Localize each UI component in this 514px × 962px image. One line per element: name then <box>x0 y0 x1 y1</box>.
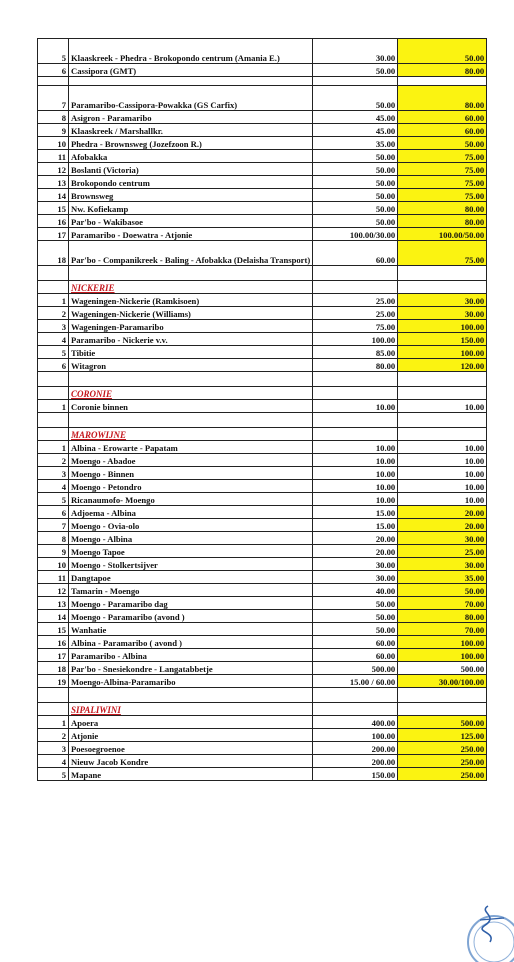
row-number: 6 <box>38 506 69 519</box>
region-row <box>38 387 487 400</box>
table-row <box>38 467 487 480</box>
table-row <box>38 729 487 742</box>
new-fare: 50.00 <box>398 584 487 597</box>
new-fare: 75.00 <box>398 163 487 176</box>
row-number: 18 <box>38 241 69 266</box>
route-name: Par'bo - Wakibasoe <box>69 215 313 228</box>
new-fare: 30.00 <box>398 307 487 320</box>
row-number: 11 <box>38 571 69 584</box>
route-name: Moengo - Binnen <box>69 467 313 480</box>
row-number: 11 <box>38 150 69 163</box>
new-fare: 500.00 <box>398 716 487 729</box>
row-number: 6 <box>38 359 69 372</box>
row-number: 14 <box>38 610 69 623</box>
old-fare: 200.00 <box>313 755 398 768</box>
route-name: Nieuw Jacob Kondre <box>69 755 313 768</box>
new-fare: 75.00 <box>398 189 487 202</box>
new-fare: 50.00 <box>398 39 487 64</box>
new-fare: 10.00 <box>398 441 487 454</box>
new-fare: 80.00 <box>398 202 487 215</box>
empty-cell <box>398 372 487 387</box>
table-row <box>38 623 487 636</box>
new-fare: 80.00 <box>398 610 487 623</box>
new-fare: 120.00 <box>398 359 487 372</box>
new-fare: 10.00 <box>398 467 487 480</box>
old-fare: 40.00 <box>313 584 398 597</box>
empty-cell <box>38 413 69 428</box>
table-row <box>38 584 487 597</box>
route-name: Albina - Paramaribo ( avond ) <box>69 636 313 649</box>
table-row <box>38 307 487 320</box>
route-name: Atjonie <box>69 729 313 742</box>
row-number: 5 <box>38 493 69 506</box>
new-fare: 20.00 <box>398 506 487 519</box>
route-name: Albina - Erowarte - Papatam <box>69 441 313 454</box>
old-fare: 35.00 <box>313 137 398 150</box>
new-fare: 50.00 <box>398 137 487 150</box>
row-number: 16 <box>38 215 69 228</box>
table-row <box>38 755 487 768</box>
route-name: Moengo - Ovia-olo <box>69 519 313 532</box>
table-row <box>38 137 487 150</box>
old-fare: 10.00 <box>313 400 398 413</box>
table-row <box>38 506 487 519</box>
route-name: Brownsweg <box>69 189 313 202</box>
fare-table-body <box>38 39 487 781</box>
route-name: Nw. Kofiekamp <box>69 202 313 215</box>
table-row <box>38 649 487 662</box>
row-number: 1 <box>38 441 69 454</box>
table-row <box>38 241 487 266</box>
route-name: Paramaribo - Nickerie v.v. <box>69 333 313 346</box>
table-row <box>38 359 487 372</box>
table-row <box>38 189 487 202</box>
old-fare: 150.00 <box>313 768 398 781</box>
route-name: Wageningen-Paramaribo <box>69 320 313 333</box>
old-fare: 50.00 <box>313 215 398 228</box>
row-number: 13 <box>38 597 69 610</box>
table-row <box>38 320 487 333</box>
route-name: Asigron - Paramaribo <box>69 111 313 124</box>
route-name: Apoera <box>69 716 313 729</box>
new-fare: 30.00 <box>398 294 487 307</box>
empty-cell <box>313 77 398 86</box>
new-fare: 70.00 <box>398 623 487 636</box>
empty-cell <box>38 77 69 86</box>
empty-cell <box>69 77 313 86</box>
row-number: 2 <box>38 729 69 742</box>
table-row <box>38 610 487 623</box>
new-fare: 250.00 <box>398 742 487 755</box>
row-number: 5 <box>38 346 69 359</box>
old-fare: 25.00 <box>313 294 398 307</box>
old-fare: 100.00/30.00 <box>313 228 398 241</box>
table-row <box>38 150 487 163</box>
old-fare: 100.00 <box>313 729 398 742</box>
route-name: Adjoema - Albina <box>69 506 313 519</box>
table-row <box>38 716 487 729</box>
route-name: Paramaribo-Cassipora-Powakka (GS Carfix) <box>69 86 313 111</box>
route-name: Brokopondo centrum <box>69 176 313 189</box>
empty-cell <box>38 703 69 716</box>
table-row <box>38 662 487 675</box>
row-number: 4 <box>38 480 69 493</box>
route-name: Paramaribo - Albina <box>69 649 313 662</box>
route-name: Poesoegroenoe <box>69 742 313 755</box>
old-fare: 60.00 <box>313 649 398 662</box>
spacer-row <box>38 372 487 387</box>
region-row <box>38 428 487 441</box>
row-number: 12 <box>38 163 69 176</box>
new-fare: 25.00 <box>398 545 487 558</box>
route-name: Mapane <box>69 768 313 781</box>
route-name: Moengo Tapoe <box>69 545 313 558</box>
old-fare: 100.00 <box>313 333 398 346</box>
old-fare: 50.00 <box>313 189 398 202</box>
old-fare: 60.00 <box>313 241 398 266</box>
empty-cell <box>38 372 69 387</box>
row-number: 19 <box>38 675 69 688</box>
empty-cell <box>313 266 398 281</box>
table-row <box>38 441 487 454</box>
table-row <box>38 86 487 111</box>
old-fare: 50.00 <box>313 202 398 215</box>
table-row <box>38 571 487 584</box>
route-name: Moengo-Albina-Paramaribo <box>69 675 313 688</box>
row-number: 2 <box>38 307 69 320</box>
row-number: 1 <box>38 400 69 413</box>
new-fare: 75.00 <box>398 150 487 163</box>
table-row <box>38 768 487 781</box>
table-row <box>38 39 487 64</box>
empty-cell <box>313 428 398 441</box>
table-row <box>38 202 487 215</box>
route-name: Moengo - Abadoe <box>69 454 313 467</box>
row-number: 3 <box>38 742 69 755</box>
table-row <box>38 545 487 558</box>
row-number: 15 <box>38 623 69 636</box>
empty-cell <box>313 688 398 703</box>
route-name: Dangtapoe <box>69 571 313 584</box>
empty-cell <box>313 387 398 400</box>
table-row <box>38 333 487 346</box>
route-name: Witagron <box>69 359 313 372</box>
table-row <box>38 480 487 493</box>
region-row <box>38 281 487 294</box>
row-number: 14 <box>38 189 69 202</box>
row-number: 8 <box>38 532 69 545</box>
signature-stamp-icon <box>460 902 514 962</box>
new-fare: 125.00 <box>398 729 487 742</box>
region-heading: MAROWIJNE <box>69 428 313 441</box>
route-name: Tamarin - Moengo <box>69 584 313 597</box>
new-fare: 500.00 <box>398 662 487 675</box>
fare-table <box>37 38 487 781</box>
table-row <box>38 228 487 241</box>
new-fare: 250.00 <box>398 768 487 781</box>
new-fare: 100.00 <box>398 636 487 649</box>
new-fare: 100.00/50.00 <box>398 228 487 241</box>
new-fare: 30.00 <box>398 532 487 545</box>
old-fare: 50.00 <box>313 64 398 77</box>
table-row <box>38 636 487 649</box>
old-fare: 10.00 <box>313 480 398 493</box>
row-number: 16 <box>38 636 69 649</box>
region-heading: CORONIE <box>69 387 313 400</box>
empty-cell <box>313 413 398 428</box>
route-name: Moengo - Stolkertsijver <box>69 558 313 571</box>
row-number: 17 <box>38 228 69 241</box>
route-name: Wageningen-Nickerie (Ramkisoen) <box>69 294 313 307</box>
old-fare: 50.00 <box>313 610 398 623</box>
new-fare: 10.00 <box>398 454 487 467</box>
row-number: 9 <box>38 124 69 137</box>
route-name: Ricanaumofo- Moengo <box>69 493 313 506</box>
row-number: 5 <box>38 768 69 781</box>
table-row <box>38 163 487 176</box>
old-fare: 75.00 <box>313 320 398 333</box>
route-name: Coronie binnen <box>69 400 313 413</box>
table-row <box>38 454 487 467</box>
old-fare: 50.00 <box>313 150 398 163</box>
table-row <box>38 400 487 413</box>
new-fare: 100.00 <box>398 320 487 333</box>
old-fare: 500.00 <box>313 662 398 675</box>
old-fare: 50.00 <box>313 623 398 636</box>
row-number: 13 <box>38 176 69 189</box>
old-fare: 50.00 <box>313 597 398 610</box>
empty-cell <box>398 77 487 86</box>
old-fare: 20.00 <box>313 532 398 545</box>
empty-cell <box>313 281 398 294</box>
route-name: Moengo - Albina <box>69 532 313 545</box>
table-row <box>38 294 487 307</box>
table-row <box>38 64 487 77</box>
row-number: 9 <box>38 545 69 558</box>
table-row <box>38 111 487 124</box>
new-fare: 75.00 <box>398 176 487 189</box>
route-name: Klaaskreek / Marshallkr. <box>69 124 313 137</box>
row-number: 3 <box>38 320 69 333</box>
empty-cell <box>313 703 398 716</box>
empty-cell <box>398 387 487 400</box>
old-fare: 10.00 <box>313 467 398 480</box>
row-number: 7 <box>38 86 69 111</box>
row-number: 4 <box>38 755 69 768</box>
route-name: Par'bo - Snesiekondre - Langatabbetje <box>69 662 313 675</box>
empty-cell <box>69 688 313 703</box>
new-fare: 30.00/100.00 <box>398 675 487 688</box>
row-number: 6 <box>38 64 69 77</box>
empty-cell <box>398 428 487 441</box>
old-fare: 50.00 <box>313 86 398 111</box>
empty-cell <box>398 413 487 428</box>
old-fare: 45.00 <box>313 111 398 124</box>
new-fare: 150.00 <box>398 333 487 346</box>
row-number: 8 <box>38 111 69 124</box>
new-fare: 100.00 <box>398 649 487 662</box>
old-fare: 30.00 <box>313 39 398 64</box>
row-number: 10 <box>38 558 69 571</box>
table-row <box>38 346 487 359</box>
spacer-row <box>38 688 487 703</box>
row-number: 4 <box>38 333 69 346</box>
new-fare: 30.00 <box>398 558 487 571</box>
route-name: Moengo - Paramaribo (avond ) <box>69 610 313 623</box>
route-name: Par'bo - Companikreek - Baling - Afobakka (Delaisha Transport) <box>69 241 313 266</box>
old-fare: 10.00 <box>313 441 398 454</box>
old-fare: 15.00 <box>313 519 398 532</box>
empty-cell <box>398 281 487 294</box>
empty-cell <box>398 688 487 703</box>
row-number: 10 <box>38 137 69 150</box>
empty-cell <box>38 688 69 703</box>
route-name: Phedra - Brownsweg (Jozefzoon R.) <box>69 137 313 150</box>
old-fare: 15.00 <box>313 506 398 519</box>
empty-cell <box>69 372 313 387</box>
row-number: 1 <box>38 294 69 307</box>
spacer-row <box>38 77 487 86</box>
old-fare: 200.00 <box>313 742 398 755</box>
row-number: 12 <box>38 584 69 597</box>
empty-cell <box>69 266 313 281</box>
empty-cell <box>398 703 487 716</box>
old-fare: 30.00 <box>313 558 398 571</box>
old-fare: 85.00 <box>313 346 398 359</box>
table-row <box>38 215 487 228</box>
old-fare: 10.00 <box>313 454 398 467</box>
route-name: Wanhatie <box>69 623 313 636</box>
route-name: Cassipora (GMT) <box>69 64 313 77</box>
table-row <box>38 124 487 137</box>
row-number: 1 <box>38 716 69 729</box>
empty-cell <box>38 281 69 294</box>
empty-cell <box>398 266 487 281</box>
new-fare: 250.00 <box>398 755 487 768</box>
new-fare: 10.00 <box>398 480 487 493</box>
route-name: Afobakka <box>69 150 313 163</box>
new-fare: 35.00 <box>398 571 487 584</box>
new-fare: 60.00 <box>398 124 487 137</box>
new-fare: 10.00 <box>398 493 487 506</box>
route-name: Wageningen-Nickerie (Williams) <box>69 307 313 320</box>
old-fare: 30.00 <box>313 571 398 584</box>
table-row <box>38 675 487 688</box>
old-fare: 80.00 <box>313 359 398 372</box>
table-row <box>38 742 487 755</box>
new-fare: 20.00 <box>398 519 487 532</box>
new-fare: 70.00 <box>398 597 487 610</box>
row-number: 7 <box>38 519 69 532</box>
new-fare: 10.00 <box>398 400 487 413</box>
table-row <box>38 597 487 610</box>
row-number: 2 <box>38 454 69 467</box>
route-name: Tibitie <box>69 346 313 359</box>
new-fare: 75.00 <box>398 241 487 266</box>
region-heading: NICKERIE <box>69 281 313 294</box>
table-row <box>38 176 487 189</box>
empty-cell <box>38 266 69 281</box>
old-fare: 50.00 <box>313 163 398 176</box>
fare-document <box>37 38 487 781</box>
empty-cell <box>313 372 398 387</box>
row-number: 5 <box>38 39 69 64</box>
spacer-row <box>38 266 487 281</box>
route-name: Moengo - Petondro <box>69 480 313 493</box>
new-fare: 100.00 <box>398 346 487 359</box>
route-name: Klaaskreek - Phedra - Brokopondo centrum (Amania E.) <box>69 39 313 64</box>
old-fare: 50.00 <box>313 176 398 189</box>
empty-cell <box>38 428 69 441</box>
old-fare: 10.00 <box>313 493 398 506</box>
old-fare: 25.00 <box>313 307 398 320</box>
row-number: 18 <box>38 662 69 675</box>
region-heading: SIPALIWINI <box>69 703 313 716</box>
new-fare: 80.00 <box>398 86 487 111</box>
new-fare: 80.00 <box>398 215 487 228</box>
new-fare: 80.00 <box>398 64 487 77</box>
old-fare: 20.00 <box>313 545 398 558</box>
old-fare: 45.00 <box>313 124 398 137</box>
table-row <box>38 493 487 506</box>
row-number: 3 <box>38 467 69 480</box>
route-name: Paramaribo - Doewatra - Atjonie <box>69 228 313 241</box>
new-fare: 60.00 <box>398 111 487 124</box>
old-fare: 400.00 <box>313 716 398 729</box>
route-name: Moengo - Paramaribo dag <box>69 597 313 610</box>
old-fare: 15.00 / 60.00 <box>313 675 398 688</box>
region-row <box>38 703 487 716</box>
table-row <box>38 532 487 545</box>
spacer-row <box>38 413 487 428</box>
table-row <box>38 519 487 532</box>
row-number: 15 <box>38 202 69 215</box>
row-number: 17 <box>38 649 69 662</box>
old-fare: 60.00 <box>313 636 398 649</box>
route-name: Boslanti (Victoria) <box>69 163 313 176</box>
empty-cell <box>69 413 313 428</box>
table-row <box>38 558 487 571</box>
empty-cell <box>38 387 69 400</box>
